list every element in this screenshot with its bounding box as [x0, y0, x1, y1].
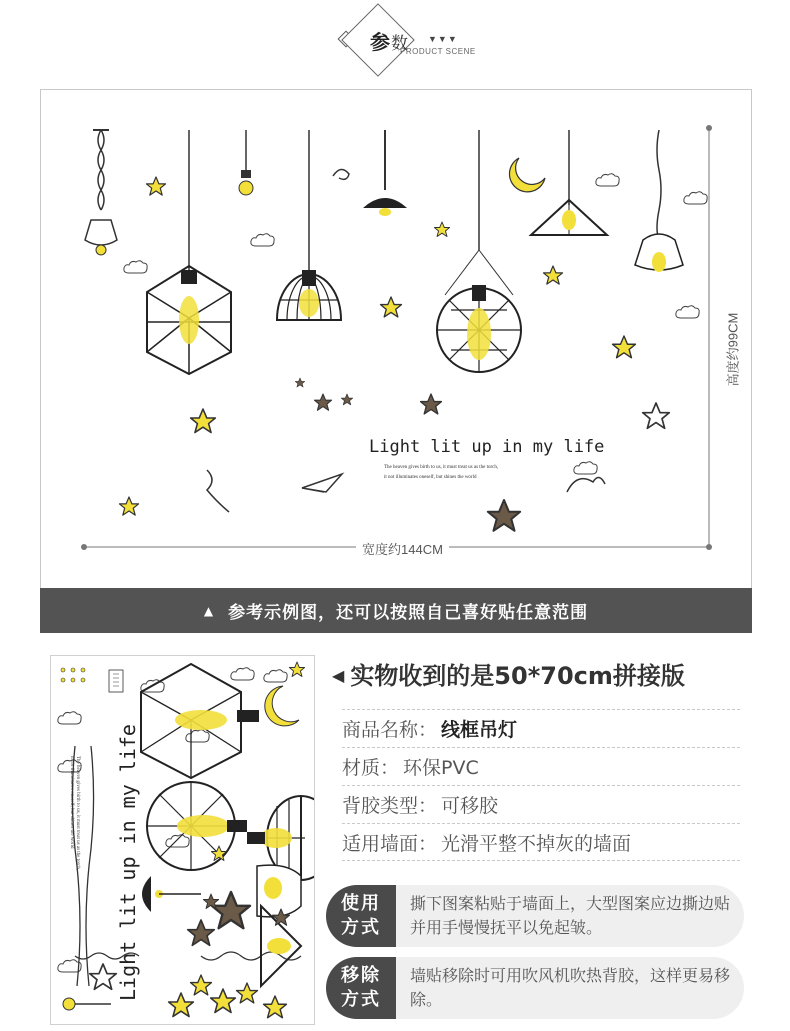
- info-value: 光滑平整不掉灰的墙面: [441, 832, 632, 855]
- outline-stars: [643, 403, 670, 428]
- removal-instructions: [326, 957, 744, 1019]
- removal-badge-line2: 方式: [341, 989, 381, 1010]
- scene-preview: [40, 89, 752, 589]
- geometric-lamp-icon: [147, 130, 231, 374]
- chain-lamp-icon: [85, 130, 117, 255]
- height-dimension-label: 高度约99CM: [722, 309, 741, 391]
- cloud-icons: [124, 174, 707, 474]
- usage-instructions: [326, 885, 744, 947]
- bulb-icon: [239, 130, 253, 195]
- info-value: 线框吊灯: [441, 719, 518, 741]
- scene-small-line-1: The heaven gives birth to us, it must treat us as the torch,: [384, 465, 499, 470]
- removal-text: 墙贴移除时可用吹风机吹热背胶，这样更易移除。: [410, 966, 731, 1009]
- arrow-left-icon: ◀: [332, 666, 345, 685]
- info-value: 可移胶: [441, 795, 499, 817]
- scene-small-line-2: it not illuminates oneself, but shines the world: [384, 475, 477, 480]
- sphere-lamp-icon: [437, 130, 521, 372]
- usage-text: 撕下图案粘贴于墙面上，大型图案应边撕边贴并用手慢慢抚平以免起皱。: [410, 894, 731, 937]
- caption-bar: [40, 588, 752, 633]
- info-value: 环保PVC: [403, 757, 479, 779]
- usage-badge: [326, 885, 396, 947]
- cone-lamp-icon: [363, 130, 407, 216]
- section-subtitle: PRODUCT SCENE: [400, 47, 476, 56]
- section-title-bold: 参: [370, 30, 391, 54]
- product-sheet-image: [50, 655, 315, 1025]
- bell-lamp-icon: [635, 130, 683, 272]
- triangle-up-icon: ▲: [203, 603, 215, 618]
- usage-badge-line2: 方式: [341, 917, 381, 938]
- info-label: 适用墙面：: [342, 832, 438, 855]
- section-title-rest: 数: [391, 34, 409, 54]
- width-dimension-label: 宽度约144CM: [356, 539, 449, 558]
- sheet-illustration: [51, 656, 315, 1025]
- scene-illustration: [41, 90, 753, 590]
- info-row-name: [342, 709, 740, 747]
- caption-text: 参考示例图，还可以按照自己喜好贴任意范围: [228, 603, 589, 623]
- sheet-small-line-1: The heaven gives birth to us, it must treat us as the torch,: [75, 756, 80, 871]
- moon-icon: [509, 158, 545, 192]
- scene-slogan: Light lit up in my life: [369, 437, 605, 457]
- info-row-adhesive: [342, 785, 740, 823]
- info-title: [332, 656, 685, 691]
- removal-badge: [326, 957, 396, 1019]
- sheet-slogan: Light lit up in my life: [116, 724, 140, 1001]
- info-row-surface: [342, 823, 740, 861]
- info-label: 背胶类型：: [342, 795, 438, 817]
- removal-badge-line1: 移除: [341, 965, 381, 986]
- section-header: [0, 0, 790, 80]
- info-row-material: [342, 747, 740, 785]
- info-title-text: 实物收到的是50*70cm拼接版: [350, 662, 685, 690]
- yellow-stars: [120, 177, 636, 515]
- info-label: 商品名称：: [342, 719, 438, 741]
- usage-badge-line1: 使用: [341, 893, 381, 914]
- dome-lamp-icon: [277, 130, 341, 320]
- sheet-small-line-2: it not illuminates oneself, but shines the world: [69, 756, 74, 849]
- triangle-icons: ▼▼▼: [428, 34, 458, 44]
- info-label: 材质：: [342, 757, 400, 779]
